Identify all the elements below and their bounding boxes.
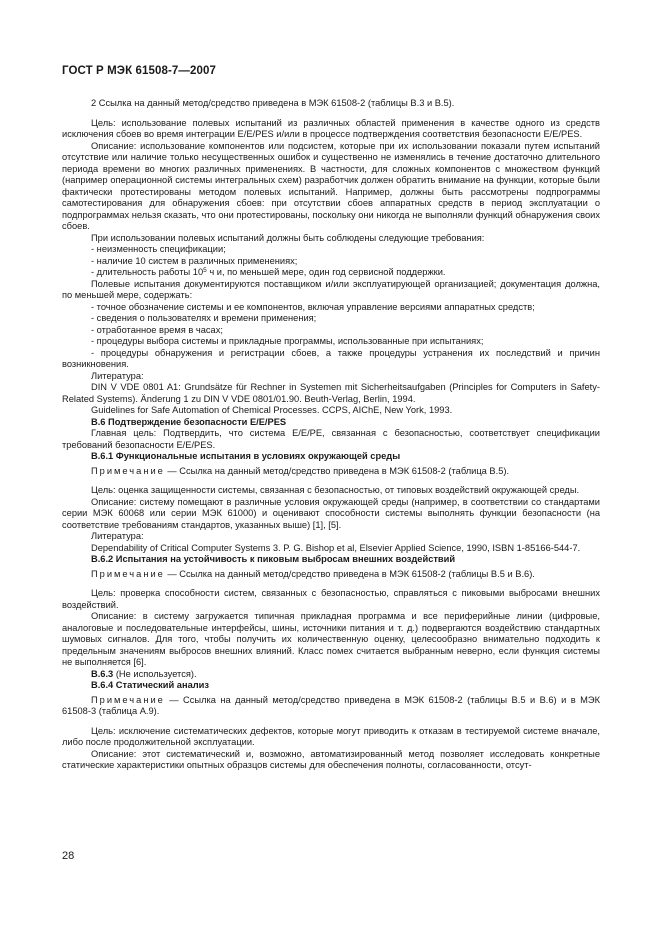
note-label: Примечание	[91, 568, 165, 579]
aim-paragraph: Цель: проверка способности систем, связанных с безопасностью, справляться с пиковыми выбросами внешних воздействий.	[62, 588, 600, 610]
documentation-item: - процедуры выбора системы и прикладные программы, использованные при испытаниях;	[91, 336, 484, 346]
note-label: Примечание	[91, 465, 165, 476]
section-heading-b64: В.6.4 Статический анализ	[91, 680, 209, 690]
literature-label: Литература:	[91, 370, 144, 381]
documentation-item: - точное обозначение системы и ее компонентов, включая управление версиями аппаратных средств;	[91, 301, 535, 312]
main-aim-paragraph: Главная цель: Подтвердить, что система E/E/PE, связанная с безопасностью, соответствует спецификации требований безопасности E/E/PES.	[62, 428, 600, 450]
note-label: Примечание	[91, 694, 165, 705]
standard-header: ГОСТ Р МЭК 61508-7—2007	[62, 65, 216, 77]
aim-paragraph: Цель: исключение систематических дефектов, которые могут приводить к отказам в тестируемой системе вначале, либо после продолжительной эксплуатации.	[62, 725, 600, 747]
note-paragraph	[62, 695, 600, 718]
note-text: — Ссылка на данный метод/средство приведена в МЭК 61508-2 (таблицы В.5 и В.6) и в МЭК 61508-3 (таблица А.9).	[62, 694, 600, 716]
requirement-text: - длительность работы 10	[91, 267, 204, 277]
description-paragraph: Описание: в систему загружается типичная прикладная программа и все периферийные линии (цифровые, аналоговые и последовательные интерфейсы, шины, источники питания и т. д.) подвергаются воздействию стандартных шумовых сигналов. Для того, чтобы получить их количественную оценку, целесообразно внимательно подходить к предельным значениям выбросов внешних влияний. Класс помех считается выбранным неверно, если функция системы не выполняется [6].	[62, 611, 600, 667]
requirement-item	[62, 267, 600, 279]
aim-paragraph: Цель: оценка защищенности системы, связанная с безопасностью, от типовых воздействий окружающей среды.	[91, 485, 580, 495]
description-paragraph: Описание: этот систематический и, возможно, автоматизированный метод позволяет исследовать конкретные статические характеристики опытных образцов системы для обеспечения полноты, согласованности, отсут-	[62, 748, 600, 770]
aim-paragraph: Цель: использование полевых испытаний из различных областей применения в качестве одного из средств исключения сбоев во время интеграции E/E/PES и/или в процессе подтверждения соответствия безопасности E/E/PES.	[62, 117, 600, 139]
note-text: — Ссылка на данный метод/средство приведена в МЭК 61508-2 (таблицы В.5 и В.6).	[164, 568, 535, 579]
section-heading-b6: В.6 Подтверждение безопасности E/E/PES	[91, 416, 287, 427]
page-content	[62, 98, 600, 772]
note-paragraph	[62, 466, 600, 478]
literature-reference: DIN V VDE 0801 A1: Grundsätze für Rechner in Systemen mit Sicherheitsaufgaben (Principles for Computers in Safety-Related Systems). Änderung 1 zu DIN V VDE 0801/01.90. Beuth-Verlag, Berlin, 1994.	[62, 382, 600, 404]
note-paragraph	[62, 569, 600, 581]
requirements-intro: При использовании полевых испытаний должны быть соблюдены следующие требования:	[91, 232, 485, 243]
section-heading-b62: В.6.2 Испытания на устойчивость к пиковым выбросам внешних воздействий	[91, 554, 456, 564]
section-b63	[62, 669, 600, 681]
requirement-text: ч и, по меньшей мере, один год сервисной поддержки.	[206, 267, 446, 277]
page-number: 28	[62, 850, 75, 862]
section-heading-b61: В.6.1 Функциональные испытания в условиях окружающей среды	[91, 451, 401, 461]
literature-reference: Dependability of Critical Computer Systems 3. P. G. Bishop et al, Elsevier Applied Science, 1990, ISBN 1-85166-544-7.	[91, 542, 581, 553]
documentation-item: - отработанное время в часах;	[91, 324, 223, 335]
literature-label: Литература:	[91, 531, 144, 541]
literature-reference: Guidelines for Safe Automation of Chemical Processes. CCPS, AIChE, New York, 1993.	[91, 405, 453, 415]
documentation-item: - сведения о пользователях и времени применения;	[91, 313, 317, 323]
documentation-item: - процедуры обнаружения и регистрации сбоев, а также процедуры устранения их последствий и причин возникновения.	[62, 347, 600, 369]
section-b63-text: (Не используется).	[113, 668, 197, 679]
section-number-b63: В.6.3	[91, 668, 114, 679]
description-paragraph: Описание: использование компонентов или подсистем, которые при их использовании показали путем испытаний отсутствие или наличие только несущественных ошибок и существенно не изменялись в течение достаточно длительного периода времени во многих различных применениях. В частности, для сложных компонентов с множеством функций (например операционной системы интегральных схем) разработчик должен обратить внимание на функции, которые были фактически протестированы методом полевых испытаний. Например, должны быть рассмотрены подпрограммы самотестирования для обнаружения сбоев: при отсутствии сбоев аппаратных средств в период эксплуатации о подпрограммах нельзя сказать, что они протестированы, поскольку они никогда не выполняли функций обнаружения своих сбоев.	[62, 140, 600, 231]
exponent: 5	[203, 267, 207, 274]
note-text: — Ссылка на данный метод/средство приведена в МЭК 61508-2 (таблица В.5).	[164, 465, 510, 476]
requirement-item: - неизменность спецификации;	[91, 244, 226, 254]
requirement-item: - наличие 10 систем в различных применениях;	[91, 255, 298, 266]
description-paragraph: Описание: систему помещают в различные условия окружающей среды (например, в соответствии со стандартами серии МЭК 60068 или серии МЭК 61000) и оценивают способности системы выполнять функции безопасности (на соответствие требованиям стандартов, указанных выше) [1], [5].	[62, 496, 600, 530]
documentation-intro: Полевые испытания документируются поставщиком и/или эксплуатирующей организацией; документация должна, по меньшей мере, содержать:	[62, 278, 600, 300]
note-2: 2 Ссылка на данный метод/средство приведена в МЭК 61508-2 (таблицы В.3 и В.5).	[91, 98, 455, 108]
